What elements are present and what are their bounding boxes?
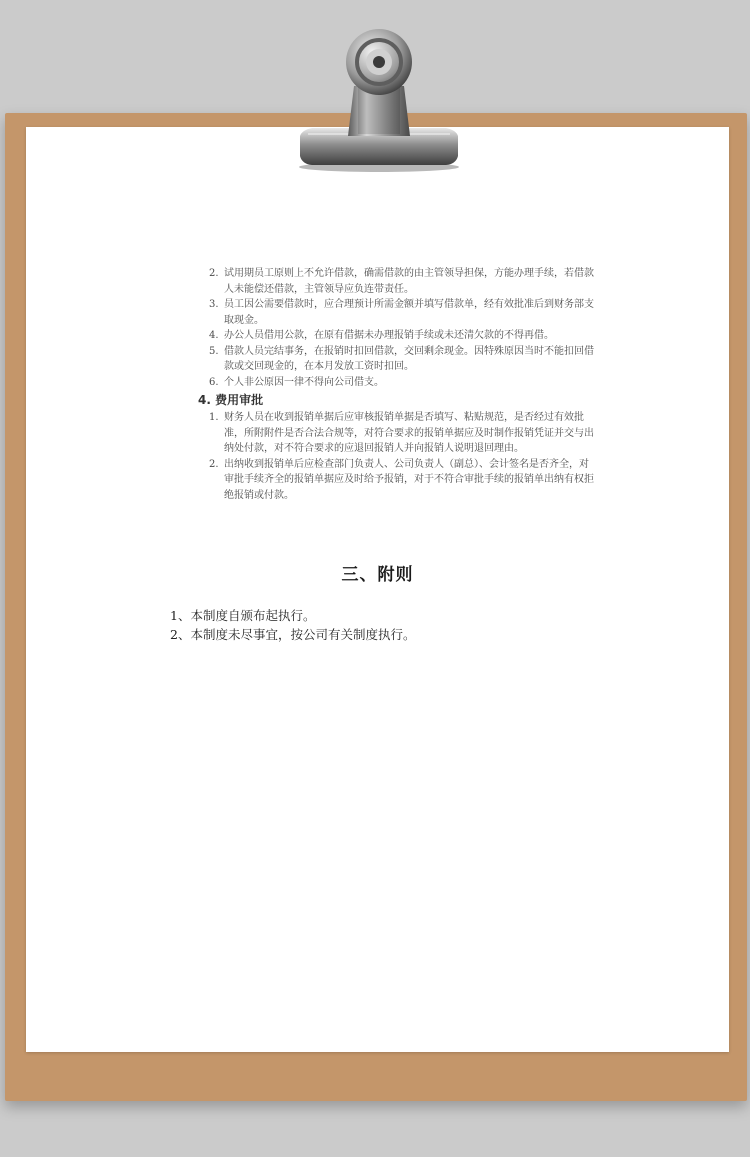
list-item: 6. 个人非公原因一律不得向公司借支。 <box>209 376 384 388</box>
appendix-item: 2、本制度未尽事宜，按公司有关制度执行。 <box>170 627 416 642</box>
section-heading: 4. 费用审批 <box>198 393 264 407</box>
list-item: 4. 办公人员借用公款，在原有借据未办理报销手续或未还清欠款的不得再借。 <box>209 330 554 341</box>
list-item: 2. 试用期员工原则上不允许借款，确需借款的由主管领导担保，方能办理手续，若借款人未能偿还借款，主管领导应负连带责任。 <box>209 268 594 295</box>
appendix-title: 三、附则 <box>341 565 414 585</box>
list-item: 5. 借款人员完结事务，在报销时扣回借款，交回剩余现金。因特殊原因当时不能扣回借款或交回现金的，在本月发放工资时扣回。 <box>209 345 594 372</box>
approval-rules-list <box>198 410 594 503</box>
appendix-list <box>170 606 415 644</box>
list-item: 1. 财务人员在收到报销单据后应审核报销单据是否填写、粘贴规范，是否经过有效批准，所附附件是否合法合规等，对符合要求的报销单据应及时制作报销凭证并交与出纳处付款，对不符合要求的应退回报销人并向报销人说明退回理由。 <box>209 412 594 454</box>
appendix-item: 1、本制度自颁布起执行。 <box>170 608 316 623</box>
list-item: 3. 员工因公需要借款时，应合理预计所需金额并填写借款单，经有效批准后到财务部支取现金。 <box>209 299 594 326</box>
list-item: 2. 出纳收到报销单后应检查部门负责人、公司负责人（副总）、会计签名是否齐全，对审批手续齐全的报销单据应及时给予报销，对于不符合审批手续的报销单出纳有权拒绝报销或付款。 <box>209 458 594 501</box>
binder-clip-icon <box>298 24 460 172</box>
loan-rules-list <box>198 266 594 390</box>
rules-content <box>198 266 594 503</box>
